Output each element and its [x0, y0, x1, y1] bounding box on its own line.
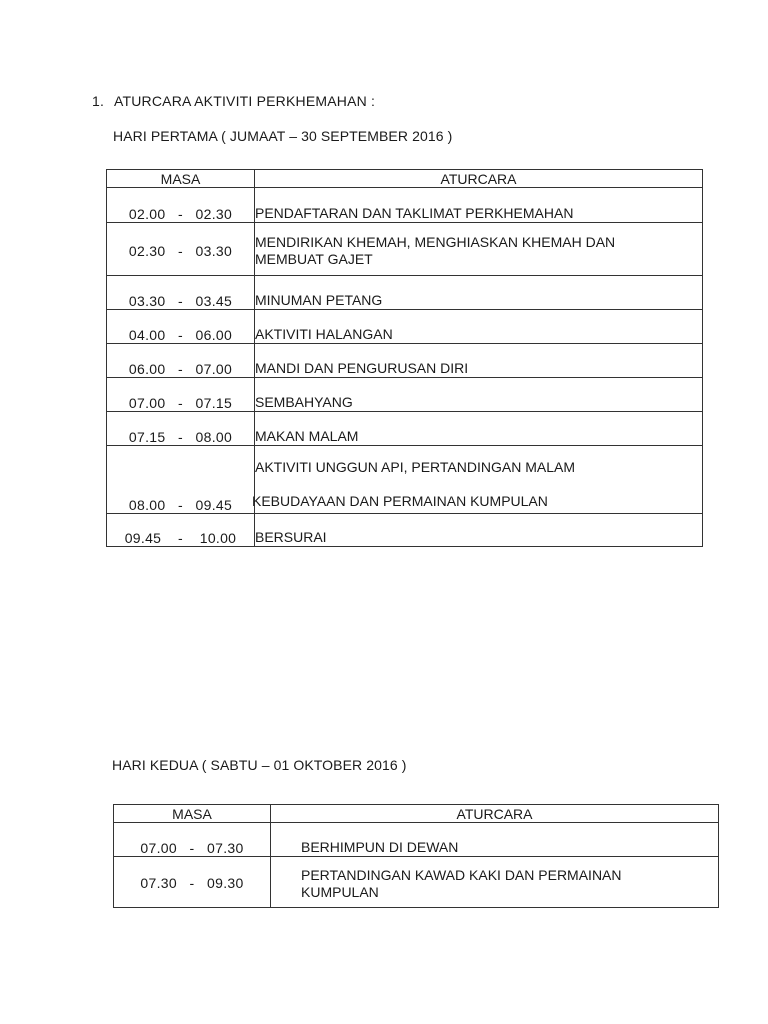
row-activity: MENDIRIKAN KHEMAH, MENGHIASKAN KHEMAH DAN MEMBUAT GAJET	[255, 223, 703, 276]
table-row	[107, 276, 703, 310]
header-time: MASA	[107, 170, 255, 188]
row-time: 09.45 - 10.00	[107, 514, 255, 547]
table-header-row	[107, 170, 703, 188]
row-time: 06.00 - 07.00	[107, 344, 255, 378]
row-activity-line2: KEBUDAYAAN DAN PERMAINAN KUMPULAN	[252, 493, 548, 509]
row-activity: PENDAFTARAN DAN TAKLIMAT PERKHEMAHAN	[255, 188, 703, 223]
table-header-row	[114, 805, 719, 823]
header-activity: ATURCARA	[271, 805, 719, 823]
row-activity: PERTANDINGAN KAWAD KAKI DAN PERMAINAN KUMPULAN	[271, 857, 719, 908]
row-time: 08.00 - 09.45	[107, 446, 255, 514]
row-activity: MAKAN MALAM	[255, 412, 703, 446]
day1-schedule-table	[106, 169, 703, 547]
row-activity: MINUMAN PETANG	[255, 276, 703, 310]
table-row	[107, 223, 703, 276]
table-row	[107, 446, 703, 514]
row-activity: BERHIMPUN DI DEWAN	[271, 823, 719, 857]
row-time: 07.30 - 09.30	[114, 857, 271, 908]
row-time: 07.15 - 08.00	[107, 412, 255, 446]
row-time: 07.00 - 07.30	[114, 823, 271, 857]
table-row	[107, 412, 703, 446]
row-activity: BERSURAI	[255, 514, 703, 547]
row-activity: MANDI DAN PENGURUSAN DIRI	[255, 344, 703, 378]
day1-title: HARI PERTAMA ( JUMAAT – 30 SEPTEMBER 2016 )	[113, 128, 453, 144]
section-number: 1.	[92, 93, 105, 109]
section-title: ATURCARA AKTIVITI PERKHEMAHAN :	[114, 93, 376, 109]
day2-schedule-table	[113, 804, 719, 908]
row-time: 03.30 - 03.45	[107, 276, 255, 310]
row-activity-line1: AKTIVITI UNGGUN API, PERTANDINGAN MALAM	[255, 459, 575, 475]
row-activity	[252, 446, 703, 514]
row-time: 02.00 - 02.30	[107, 188, 255, 223]
section-heading	[92, 93, 375, 109]
table-row	[107, 344, 703, 378]
row-time: 04.00 - 06.00	[107, 310, 255, 344]
header-time: MASA	[114, 805, 271, 823]
table-row	[107, 310, 703, 344]
table-row	[107, 378, 703, 412]
header-activity: ATURCARA	[255, 170, 703, 188]
table-row	[114, 857, 719, 908]
row-activity: SEMBAHYANG	[255, 378, 703, 412]
day2-title: HARI KEDUA ( SABTU – 01 OKTOBER 2016 )	[112, 757, 407, 773]
table-row	[107, 514, 703, 547]
table-row	[107, 188, 703, 223]
table-row	[114, 823, 719, 857]
row-activity: AKTIVITI HALANGAN	[255, 310, 703, 344]
row-time: 02.30 - 03.30	[107, 223, 255, 276]
row-time: 07.00 - 07.15	[107, 378, 255, 412]
